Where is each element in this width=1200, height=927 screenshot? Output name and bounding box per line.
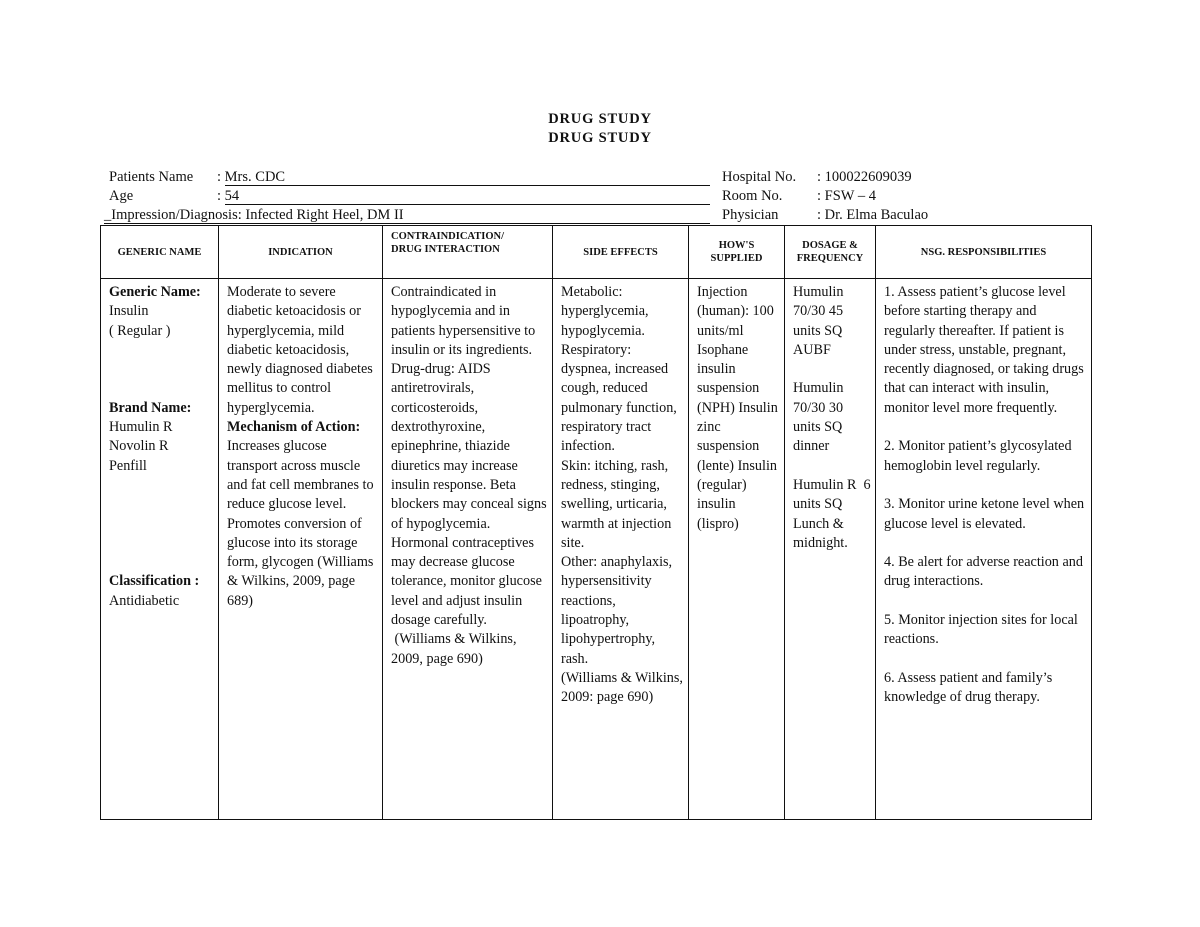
brand-name-value: Humulin R bbox=[109, 419, 173, 436]
contraindication-cell bbox=[383, 279, 553, 820]
mechanism-text: Increases glucose transport across muscle and fat cell membranes to reduce glucose level. Promotes conversion of glucose into its storage form, glycogen (Williams & Wilkins, 2009, page 689) bbox=[227, 438, 374, 609]
header-dosage-line2: FREQUENCY bbox=[796, 253, 864, 264]
generic-name-cell bbox=[101, 279, 219, 820]
indication-cell bbox=[219, 279, 383, 820]
header-contra-line1: CONTRAINDICATION/ bbox=[391, 231, 504, 242]
impression-diagnosis: _Impression/Diagnosis: Infected Right Heel, DM II bbox=[104, 207, 404, 223]
classification-label: Classification : bbox=[109, 573, 200, 590]
physician-value: : Dr. Elma Baculao bbox=[817, 207, 929, 223]
room-no-value: : FSW – 4 bbox=[817, 188, 876, 204]
nsg-item: 1. Assess patient’s glucose level before starting therapy and regularly thereafter. If patient is under stress, unstable, pregnant, recently diagnosed, or taking drugs that can interact with insulin, monitor level more frequently. bbox=[884, 284, 1084, 416]
header-nsg-responsibilities: NSG. RESPONSIBILITIES bbox=[876, 226, 1092, 279]
generic-name-value-2: ( Regular ) bbox=[109, 322, 171, 339]
contraindication-text: Contraindicated in hypoglycemia and in patients hypersensitive to insulin or its ingredients. bbox=[391, 284, 536, 358]
dosage-item: Humulin 70/30 30 units SQ dinner bbox=[793, 380, 844, 455]
nsg-item: 3. Monitor urine ketone level when glucose level is elevated. bbox=[884, 496, 1085, 532]
dosage-item: Humulin 70/30 45 units SQ AUBF bbox=[793, 284, 844, 358]
age-value: : 54 bbox=[217, 188, 240, 204]
age-underline bbox=[225, 204, 710, 205]
age-label: Age bbox=[109, 188, 134, 204]
table-header-row bbox=[101, 226, 1092, 279]
brand-name-value: Novolin R bbox=[109, 438, 169, 455]
physician-label: Physician bbox=[722, 207, 779, 223]
hows-supplied-cell bbox=[689, 279, 785, 820]
indication-text: Moderate to severe diabetic ketoacidosis or hyperglycemia, mild diabetic ketoacidosis, newly diagnosed diabetes mellitus to control hyperglycemia. bbox=[227, 284, 373, 416]
side-effects-cell bbox=[553, 279, 689, 820]
dosage-cell bbox=[785, 279, 876, 820]
hows-supplied-text: Injection (human): 100 units/ml Isophane insulin suspension (NPH) Insulin zinc suspension (lente) Insulin (regular) insulin (lispro) bbox=[697, 284, 778, 532]
header-hows-supplied bbox=[689, 226, 785, 279]
dosage-item: Humulin R 6 units SQ Lunch & midnight. bbox=[793, 476, 875, 551]
document-title: DRUG STUDY bbox=[548, 111, 652, 127]
side-effects-reference: (Williams & Wilkins, 2009: page 690) bbox=[561, 669, 683, 706]
header-indication: INDICATION bbox=[219, 226, 383, 279]
nsg-item: 5. Monitor injection sites for local reactions. bbox=[884, 612, 1078, 648]
impression-underline bbox=[104, 223, 710, 224]
hospital-no-label: Hospital No. bbox=[722, 169, 797, 185]
header-contra-line2: DRUG INTERACTION bbox=[391, 244, 500, 255]
brand-name-label: Brand Name: bbox=[109, 399, 192, 416]
hospital-no-value: : 100022609039 bbox=[817, 169, 912, 185]
contraindication-reference: (Williams & Wilkins, 2009, page 690) bbox=[391, 631, 521, 667]
hormonal-interaction: Hormonal contraceptives may decrease glucose tolerance, monitor glucose level and adjust insulin dosage carefully. bbox=[391, 534, 542, 629]
table-row bbox=[101, 279, 1092, 820]
patient-name-label: Patients Name bbox=[109, 169, 194, 185]
classification-value: Antidiabetic bbox=[109, 592, 180, 609]
room-no-label: Room No. bbox=[722, 188, 783, 204]
header-contraindication bbox=[383, 226, 553, 279]
document-title-repeat: DRUG STUDY bbox=[548, 130, 652, 146]
nsg-item: 4. Be alert for adverse reaction and drug interactions. bbox=[884, 554, 1083, 590]
drug-drug-interaction: Drug-drug: AIDS antiretrovirals, corticosteroids, dextrothyroxine, epinephrine, thiazide diuretics may increase insulin response. Beta blockers may conceal signs of hypoglycemia. bbox=[391, 361, 547, 532]
patient-name-value: : Mrs. CDC bbox=[217, 169, 286, 185]
mechanism-label: Mechanism of Action: bbox=[227, 419, 361, 436]
header-dosage-frequency bbox=[785, 226, 876, 279]
drug-study-table bbox=[100, 225, 1092, 820]
nsg-responsibilities-cell bbox=[876, 279, 1092, 820]
brand-name-value: Penfill bbox=[109, 457, 147, 474]
patient-name-underline bbox=[225, 185, 710, 186]
nsg-item: 6. Assess patient and family’s knowledge of drug therapy. bbox=[884, 669, 1053, 706]
header-generic-name: GENERIC NAME bbox=[101, 226, 219, 279]
nsg-item: 2. Monitor patient’s glycosylated hemoglobin level regularly. bbox=[884, 438, 1072, 474]
generic-name-label: Generic Name: bbox=[109, 284, 201, 300]
side-effects-other: Other: anaphylaxis, hypersensitivity reactions, lipoatrophy, lipohypertrophy, rash. bbox=[561, 554, 673, 667]
header-side-effects: SIDE EFFECTS bbox=[553, 226, 689, 279]
side-effects-skin: Skin: itching, rash, redness, stinging, swelling, urticaria, warmth at injection site. bbox=[561, 457, 672, 551]
side-effects-respiratory: Respiratory: dyspnea, increased cough, reduced pulmonary function, respiratory tract infection. bbox=[561, 341, 677, 455]
header-dosage-line1: DOSAGE & bbox=[802, 240, 858, 251]
side-effects-metabolic: Metabolic: hyperglycemia, hypoglycemia. bbox=[561, 284, 649, 339]
header-how-line2: SUPPLIED bbox=[710, 253, 763, 264]
header-how-line1: HOW'S bbox=[718, 240, 755, 251]
generic-name-value: Insulin bbox=[109, 303, 149, 320]
